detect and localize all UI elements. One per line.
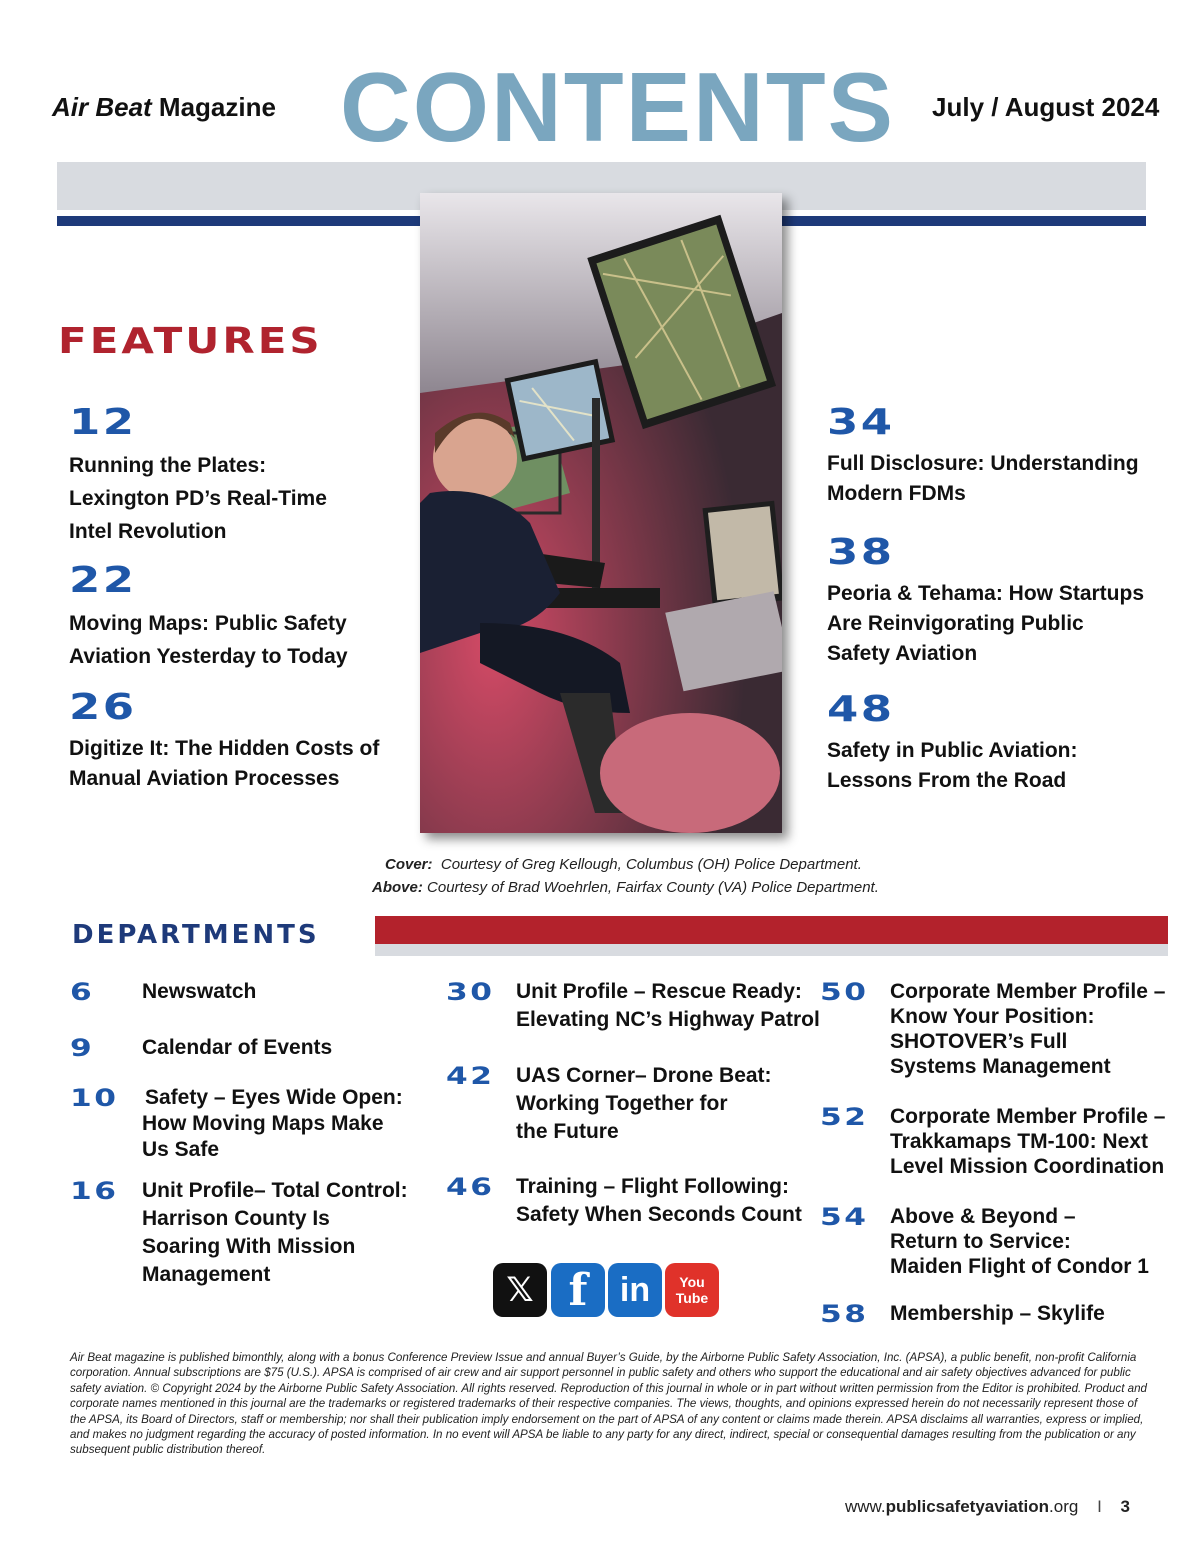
department-title-line: Return to Service:: [890, 1230, 1071, 1253]
feature-page-number: 48: [827, 689, 895, 730]
department-title-line: How Moving Maps Make: [142, 1112, 384, 1135]
feature-title-line: Lexington PD’s Real-Time: [69, 487, 327, 510]
youtube-icon-text: Tube: [675, 1290, 709, 1306]
department-title-line: Above & Beyond –: [890, 1205, 1076, 1228]
page-number: 3: [1120, 1497, 1130, 1516]
department-page-number: 46: [446, 1173, 495, 1201]
feature-title-line: Aviation Yesterday to Today: [69, 645, 348, 668]
department-title-line: UAS Corner– Drone Beat:: [516, 1064, 772, 1087]
facebook-icon[interactable]: f: [551, 1263, 605, 1317]
footer-separator: I: [1097, 1497, 1102, 1516]
department-page-number: 30: [446, 978, 495, 1006]
department-title-line: Training – Flight Following:: [516, 1175, 789, 1198]
feature-title-line: Manual Aviation Processes: [69, 767, 340, 790]
department-page-number: 9: [70, 1034, 95, 1062]
department-page-number: 6: [70, 978, 95, 1006]
department-title-line: Corporate Member Profile –: [890, 1105, 1166, 1128]
department-title-line: Calendar of Events: [142, 1036, 333, 1059]
department-page-number: 52: [820, 1103, 869, 1131]
feature-item[interactable]: [69, 402, 327, 548]
department-page-number: 54: [820, 1203, 869, 1231]
feature-page-number: 26: [69, 687, 137, 728]
above-caption: Above: Courtesy of Brad Woehrlen, Fairfax County (VA) Police Department.: [372, 879, 879, 896]
department-title-line: Newswatch: [142, 980, 257, 1003]
feature-title-line: Modern FDMs: [827, 482, 966, 505]
page-footer: [845, 1497, 1130, 1517]
department-title-line: Level Mission Coordination: [890, 1155, 1165, 1178]
feature-item[interactable]: [827, 532, 1145, 669]
issue-date: July / August 2024: [932, 92, 1160, 122]
feature-title-line: Safety Aviation: [827, 642, 978, 665]
department-title-line: Soaring With Mission: [142, 1235, 356, 1258]
feature-photo: [420, 193, 782, 833]
department-title-line: Corporate Member Profile –: [890, 980, 1166, 1003]
feature-item[interactable]: [69, 560, 348, 673]
department-title-line: Elevating NC’s Highway Patrol: [516, 1008, 820, 1031]
department-title-line: Systems Management: [890, 1055, 1111, 1078]
department-page-number: 58: [820, 1300, 869, 1328]
x-logo-icon[interactable]: 𝕏: [493, 1263, 547, 1317]
departments-grey-band: [375, 944, 1168, 956]
cover-caption: Cover: Courtesy of Greg Kellough, Columbus (OH) Police Department.: [385, 856, 862, 873]
website-link[interactable]: www.publicsafetyaviation.org: [844, 1497, 1079, 1516]
feature-item[interactable]: [69, 687, 380, 794]
department-title-line: the Future: [516, 1120, 619, 1143]
feature-page-number: 34: [827, 402, 895, 443]
feature-title-line: Intel Revolution: [69, 520, 227, 543]
department-title-line: Harrison County Is: [142, 1207, 330, 1230]
feature-item[interactable]: [827, 402, 1139, 509]
page-title: CONTENTS: [340, 52, 895, 162]
department-title-line: Trakkamaps TM-100: Next: [890, 1130, 1148, 1153]
feature-title-line: Digitize It: The Hidden Costs of: [69, 737, 380, 760]
department-page-number: 16: [70, 1177, 119, 1205]
feature-page-number: 12: [69, 402, 137, 443]
department-title-line: Working Together for: [516, 1092, 728, 1115]
department-title-line: Safety When Seconds Count: [516, 1203, 802, 1226]
feature-title-line: Running the Plates:: [69, 454, 267, 477]
department-title-line: Unit Profile– Total Control:: [142, 1179, 408, 1202]
feature-item[interactable]: [827, 689, 1078, 796]
feature-page-number: 38: [827, 532, 895, 573]
feature-title-line: Lessons From the Road: [827, 769, 1067, 792]
photo-illustration: [420, 193, 782, 833]
feature-title-line: Peoria & Tehama: How Startups: [827, 582, 1145, 605]
departments-heading: DEPARTMENTS: [72, 920, 320, 950]
feature-title-line: Moving Maps: Public Safety: [69, 612, 347, 635]
department-page-number: 10: [70, 1084, 119, 1112]
features-heading: FEATURES: [58, 320, 323, 362]
department-page-number: 42: [446, 1062, 495, 1090]
legal-disclaimer: Air Beat magazine is published bimonthly, along with a bonus Conference Preview Issue and annual Buyer’s Guide, by the Airborne Public Safety Association, Inc. (APSA), a public benefit, non-profit California corporation. Annual subscriptions are $75 (U.S.). APSA is comprised of air crew and air support personnel in public safety and others who support the educational and air safety objectives advanced for public safety aviation. © Copyright 2024 by the Airborne Public Safety Association. All rights reserved. Reproduction of this journal in whole or in part without written permission from the Editor is prohibited. Product and corporate names mentioned in this journal are the trademarks or registered trademarks of their respective companies. The views, thoughts, and opinions expressed herein do not necessarily represent those of the APSA, its Board of Directors, staff or membership; nor shall their publication imply endorsement on the part of APSA of any content or claims made therein. APSA disclaims all warranties, express or implied, and makes no judgment regarding the accuracy of posted information. In no event will APSA be liable to any party for any direct, indirect, special or consequential damages resulting from the publication or any subsequent public distribution thereof.: [70, 1351, 1147, 1457]
department-title-line: Unit Profile – Rescue Ready:: [516, 980, 802, 1003]
feature-title-line: Are Reinvigorating Public: [827, 612, 1084, 635]
feature-title-line: Full Disclosure: Understanding: [827, 452, 1139, 475]
feature-title-line: Safety in Public Aviation:: [827, 739, 1078, 762]
magazine-name: Air Beat Magazine: [52, 92, 276, 122]
feature-page-number: 22: [69, 560, 137, 601]
department-title-line: Membership – Skylife: [890, 1302, 1105, 1325]
department-page-number: 50: [820, 978, 869, 1006]
department-title-line: SHOTOVER’s Full: [890, 1030, 1068, 1053]
department-title-line: Us Safe: [142, 1138, 220, 1161]
department-title-line: Maiden Flight of Condor 1: [890, 1255, 1149, 1278]
department-title-line: Safety – Eyes Wide Open:: [145, 1086, 403, 1109]
youtube-icon[interactable]: [665, 1263, 719, 1317]
youtube-icon-text: You: [679, 1274, 705, 1290]
linkedin-icon[interactable]: in: [608, 1263, 662, 1317]
department-title-line: Management: [142, 1263, 271, 1286]
department-title-line: Know Your Position:: [890, 1005, 1095, 1028]
